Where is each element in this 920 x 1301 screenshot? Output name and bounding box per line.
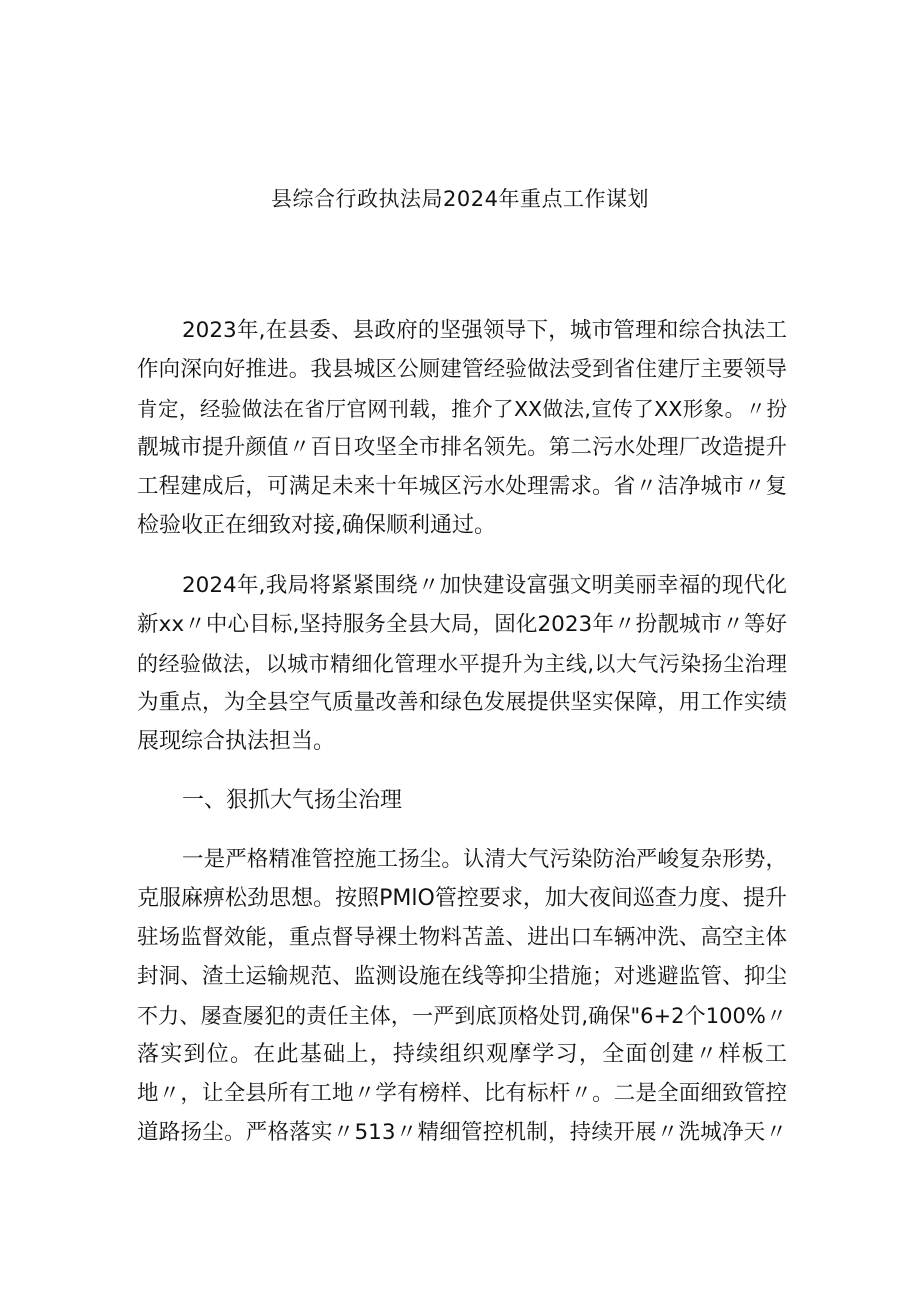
paragraph-line: 2024年,我局将紧紧围绕〃加快建设富强文明美丽幸福的现代化 <box>182 573 787 598</box>
paragraph-line: 不力、屡查屡犯的责任主体，一严到底顶格处罚,确保"6+2个100%〃 <box>137 1004 787 1028</box>
paragraph-line: 肯定，经验做法在省厅官网刊载，推介了XX做法,宣传了XX形象。〃扮 <box>137 397 787 421</box>
paragraph-line: 检验收正在细致对接,确保顺利通过。 <box>137 513 496 538</box>
paragraph-line: 一是严格精准管控施工扬尘。认清大气污染防治严峻复杂形势， <box>182 847 787 872</box>
paragraph-line: 落实到位。在此基础上，持续组织观摩学习，全面创建〃样板工 <box>137 1042 787 1067</box>
paragraph-line: 为重点，为全县空气质量改善和绿色发展提供坚实保障，用工作实绩 <box>137 690 787 715</box>
document-title: 县综合行政执法局2024年重点工作谋划 <box>271 187 649 211</box>
paragraph-line: 新xx〃中心目标,坚持服务全县大局，固化2023年〃扮靓城市〃等好 <box>137 612 787 637</box>
paragraph-line: 封洞、渣土运输规范、监测设施在线等抑尘措施；对逃避监管、抑尘 <box>137 964 787 989</box>
section-heading: 一、狠抓大气扬尘治理 <box>182 788 403 813</box>
paragraph-line: 的经验做法，以城市精细化管理水平提升为主线,以大气污染扬尘治理 <box>137 652 787 676</box>
paragraph-line: 道路扬尘。严格落实〃513〃精细管控机制，持续开展〃洗城净天〃 <box>137 1120 787 1145</box>
paragraph-line: 靓城市提升颜值〃百日攻坚全市排名领先。第二污水处理厂改造提升 <box>137 435 787 460</box>
paragraph-line: 2023年,在县委、县政府的坚强领导下，城市管理和综合执法工 <box>182 318 787 343</box>
paragraph-line: 工程建成后，可满足未来十年城区污水处理需求。省〃洁净城市〃复 <box>137 474 787 499</box>
paragraph-line: 展现综合执法担当。 <box>137 729 336 754</box>
paragraph-line: 地〃，让全县所有工地〃学有榜样、比有标杆〃。二是全面细致管控 <box>137 1081 787 1106</box>
paragraph-line: 驻场监督效能，重点督导裸土物料苫盖、进出口车辆冲洗、高空主体 <box>137 925 787 950</box>
paragraph-line: 克服麻痹松劲思想。按照PMlO管控要求，加大夜间巡查力度、提升 <box>137 886 787 911</box>
paragraph-line: 作向深向好推进。我县城区公厕建管经验做法受到省住建厅主要领导 <box>137 357 787 382</box>
